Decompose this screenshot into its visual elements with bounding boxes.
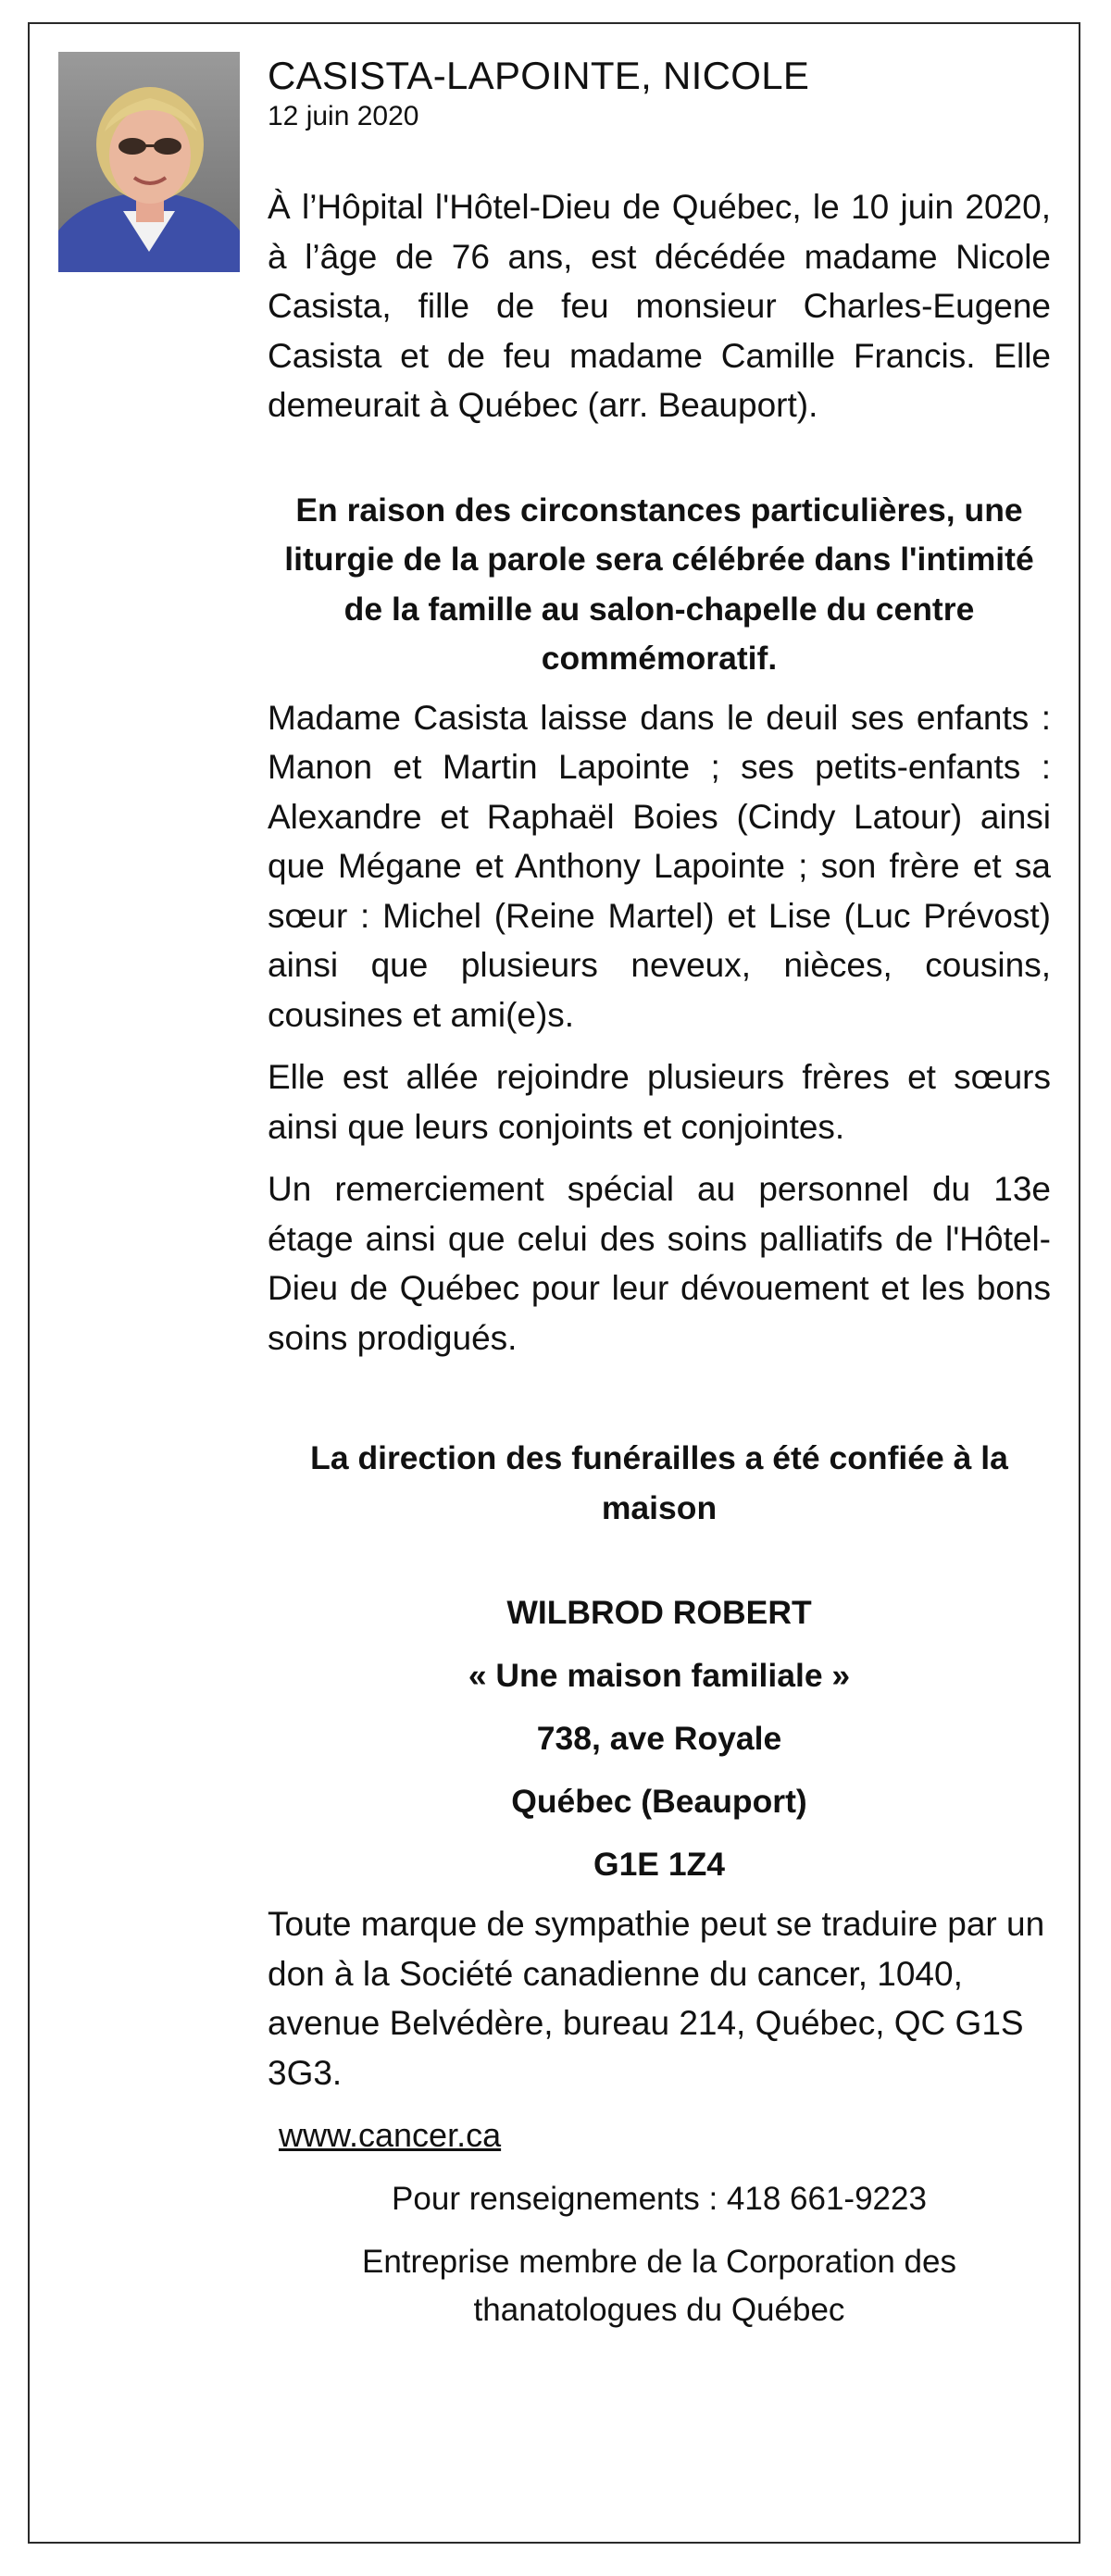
- notice-content: [268, 52, 1051, 2334]
- deceased-name: CASISTA-LAPOINTE, NICOLE: [268, 54, 810, 97]
- member-statement: Entreprise membre de la Corporation des thanatologues du Québec: [362, 2244, 956, 2328]
- funeral-home-name: WILBROD ROBERT: [506, 1594, 812, 1631]
- funeral-home-block: [268, 1581, 1051, 1896]
- website-link[interactable]: www.cancer.ca: [279, 2116, 502, 2154]
- thanks-paragraph: Un remerciement spécial au personnel du 13e étage ainsi que celui des soins palliatifs de l'Hôtel-Dieu de Québec pour leur dévouement et les bons soins prodigués.: [268, 1170, 1051, 1357]
- portrait-photo: [58, 52, 240, 272]
- funeral-direction: La direction des funérailles a été confiée à la maison: [310, 1439, 1008, 1526]
- ceremony-notice: En raison des circonstances particulières, une liturgie de la parole sera célébrée dans l'intimité de la famille au salon-chapelle du centre commémoratif.: [284, 491, 1034, 677]
- notice-date: 12 juin 2020: [268, 101, 419, 131]
- funeral-home-address: 738, ave Royale: [536, 1720, 782, 1757]
- funeral-home-city: Québec (Beauport): [511, 1783, 807, 1820]
- death-announcement: À l’Hôpital l'Hôtel-Dieu de Québec, le 10 juin 2020, à l’âge de 76 ans, est décédée madame Nicole Casista, fille de feu monsieur Charles-Eugene Casista et de feu madame Camille Francis. Elle demeurait à Québec (arr. Beauport).: [268, 188, 1051, 424]
- siblings-paragraph: Elle est allée rejoindre plusieurs frères et sœurs ainsi que leurs conjoints et conjointes.: [268, 1058, 1051, 1146]
- funeral-home-postal-code: G1E 1Z4: [593, 1846, 726, 1883]
- family-paragraph: Madame Casista laisse dans le deuil ses enfants : Manon et Martin Lapointe ; ses petits-enfants : Alexandre et Raphaël Boies (Cindy Latour) ainsi que Mégane et Anthony Lapointe ; son frère et sa sœur : Michel (Reine Martel) et Lise (Luc Prévost) ainsi que plusieurs neveux, nièces, cousins, cousines et ami(e)s.: [268, 698, 1051, 1034]
- funeral-home-slogan: « Une maison familiale »: [468, 1657, 851, 1694]
- portrait-image: [58, 52, 240, 272]
- donation-paragraph: Toute marque de sympathie peut se traduire par un don à la Société canadienne du cancer, 1040, avenue Belvédère, bureau 214, Québec, QC G1S 3G3.: [268, 1905, 1045, 2092]
- info-phone: Pour renseignements : 418 661-9223: [392, 2181, 927, 2217]
